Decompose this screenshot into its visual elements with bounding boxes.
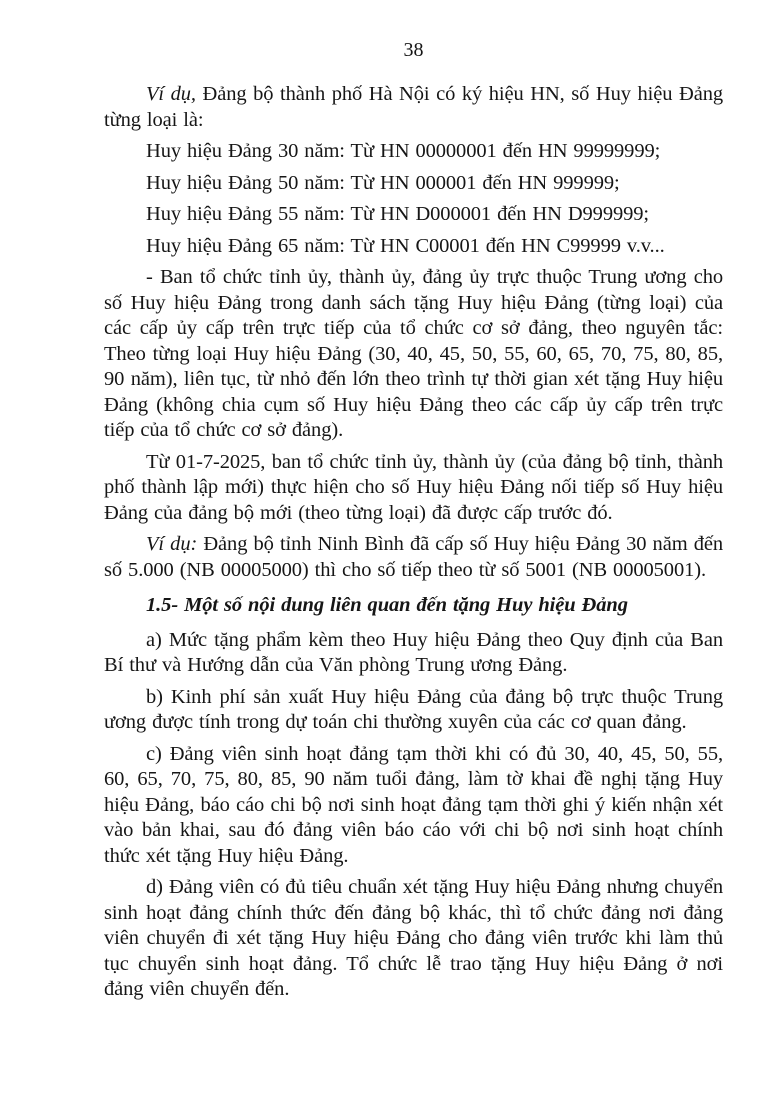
list-line	[104, 139, 723, 165]
text-run: Đảng bộ tỉnh Ninh Bình đã cấp số Huy hiệu Đảng 30 năm đến số 5.000 (NB 00005000) thì cho số tiếp theo từ số 5001 (NB 00005001).	[104, 533, 723, 581]
text-run: Huy hiệu Đảng 65 năm: Từ HN C00001 đến HN C99999 v.v...	[146, 234, 665, 257]
section-heading	[104, 593, 723, 619]
text-run: - Ban tổ chức tỉnh ủy, thành ủy, đảng ủy trực thuộc Trung ương cho số Huy hiệu Đảng trong danh sách tặng Huy hiệu Đảng (từng loại) của các cấp ủy cấp trên trực tiếp của tổ chức cơ sở đảng, theo nguyên tắc: Theo từng loại Huy hiệu Đảng (30, 40, 45, 50, 55, 60, 65, 70, 75, 80, 85, 90 năm), liên tục, từ nhỏ đến lớn theo trình tự thời gian xét tặng Huy hiệu Đảng (không chia cụm số Huy hiệu Đảng theo các cấp ủy cấp trên trực tiếp của tổ chức cơ sở đảng).	[104, 266, 723, 441]
page-number: 38	[403, 39, 424, 61]
text-run: c) Đảng viên sinh hoạt đảng tạm thời khi có đủ 30, 40, 45, 50, 55, 60, 65, 70, 75, 80, 85, 90 năm tuổi đảng, làm tờ khai đề nghị tặng Huy hiệu Đảng, báo cáo chi bộ nơi sinh hoạt đảng tạm thời ghi ý kiến nhận xét vào bản khai, sau đó đảng viên báo cáo với chi bộ nơi sinh hoạt chính thức xét tặng Huy hiệu Đảng.	[104, 742, 723, 867]
text-run: Ví dụ,	[146, 83, 196, 105]
paragraph	[104, 82, 723, 133]
list-line	[104, 234, 723, 260]
list-line	[104, 171, 723, 197]
text-run: 1.5- Một số nội dung liên quan đến tặng Huy hiệu Đảng	[146, 594, 628, 616]
text-run: Huy hiệu Đảng 30 năm: Từ HN 00000001 đến HN 99999999;	[146, 140, 661, 162]
text-run: a) Mức tặng phẩm kèm theo Huy hiệu Đảng theo Quy định của Ban Bí thư và Hướng dẫn của Văn phòng Trung ương Đảng.	[104, 628, 723, 676]
paragraph	[104, 742, 723, 870]
paragraph	[104, 450, 723, 527]
paragraph	[104, 685, 723, 736]
text-run: Đảng bộ thành phố Hà Nội có ký hiệu HN, số Huy hiệu Đảng từng loại là:	[104, 83, 723, 131]
text-run: Từ 01-7-2025, ban tổ chức tỉnh ủy, thành ủy (của đảng bộ tỉnh, thành phố thành lập mới) thực hiện cho số Huy hiệu Đảng nối tiếp số Huy hiệu Đảng của đảng bộ mới (theo từng loại) đã được cấp trước đó.	[104, 450, 723, 524]
document-content	[104, 82, 723, 1003]
text-run: d) Đảng viên có đủ tiêu chuẩn xét tặng Huy hiệu Đảng nhưng chuyển sinh hoạt đảng chính thức đến đảng bộ khác, thì tổ chức đảng nơi đảng viên chuyển đi xét tặng Huy hiệu Đảng cho đảng viên trước khi làm thủ tục chuyển sinh hoạt đảng. Tổ chức lễ trao tặng Huy hiệu Đảng ở nơi đảng viên chuyển đến.	[104, 876, 723, 1000]
paragraph	[104, 875, 723, 1003]
text-run: b) Kinh phí sản xuất Huy hiệu Đảng của đảng bộ trực thuộc Trung ương được tính trong dự toán chi thường xuyên của các cơ quan đảng.	[104, 685, 723, 733]
text-run: Ví dụ:	[146, 533, 198, 555]
text-run: Huy hiệu Đảng 55 năm: Từ HN D000001 đến HN D999999;	[146, 203, 650, 225]
list-line	[104, 202, 723, 228]
paragraph	[104, 532, 723, 583]
paragraph	[104, 628, 723, 679]
text-run: Huy hiệu Đảng 50 năm: Từ HN 000001 đến HN 999999;	[146, 171, 620, 194]
paragraph	[104, 265, 723, 444]
